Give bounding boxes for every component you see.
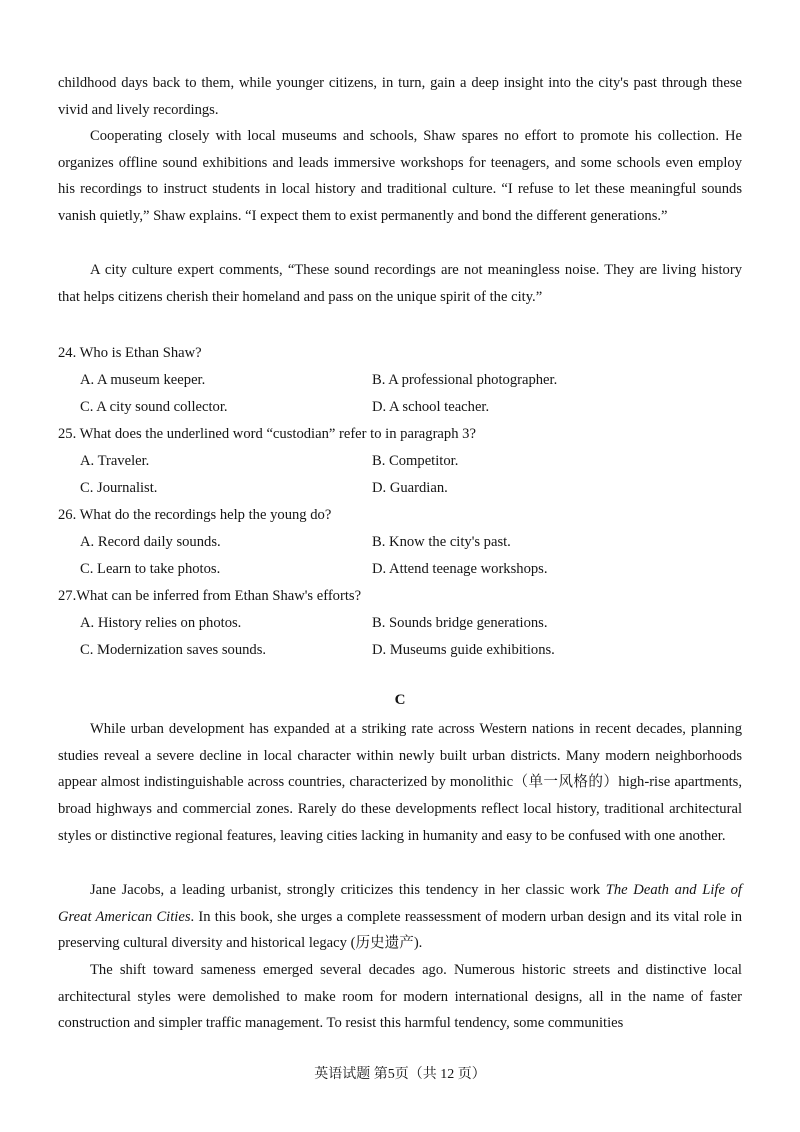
question-option: C. Modernization saves sounds. bbox=[80, 642, 267, 658]
question-option: B. Know the city's past. bbox=[372, 534, 511, 550]
passage-c-paragraph: While urban development has expanded at a striking rate across Western nations in recent decades, planning studies reveal a severe decline in local character within newly built urban districts. Many modern neighborhoods appear almost indistinguishable across countries, characterized by monolithic（单一风格的）high-rise apartments, broad highways and commercial zones. Rarely do these developments reflect local history, traditional architectural styles or distinctive regional features, leaving cities lacking in humanity and easy to be confused with one another. bbox=[58, 721, 742, 844]
passage-b-paragraph: childhood days back to them, while younger citizens, in turn, gain a deep insight into the city's past through these vivid and lively recordings. bbox=[58, 75, 742, 118]
question-stem: 25. What does the underlined word “custodian” refer to in paragraph 3? bbox=[58, 426, 476, 442]
question-option: D. Attend teenage workshops. bbox=[372, 561, 548, 577]
passage-b-paragraph: Cooperating closely with local museums and schools, Shaw spares no effort to promote his collection. He organizes offline sound exhibitions and leads immersive workshops for teenagers, and some schools even employ his recordings to instruct students in local history and traditional culture. “I refuse to let these meaningful sounds vanish quietly,” Shaw explains. “I expect them to exist permanently and bond the different generations.” bbox=[58, 128, 742, 225]
passage-c-paragraph bbox=[58, 877, 742, 957]
passage-b-paragraph: A city culture expert comments, “These sound recordings are not meaningless noise. They are living history that helps citizens cherish their homeland and pass on the unique spirit of the city.” bbox=[58, 262, 742, 305]
question-stem: 24. Who is Ethan Shaw? bbox=[58, 345, 202, 361]
question-option: D. A school teacher. bbox=[372, 399, 490, 415]
section-heading: C bbox=[394, 692, 406, 708]
passage-c-paragraph: The shift toward sameness emerged several decades ago. Numerous historic streets and distinctive local architectural styles were demolished to make room for modern international designs, all in the name of faster construction and simpler traffic management. To resist this harmful tendency, some communities bbox=[58, 962, 742, 1032]
question-stem: 27.What can be inferred from Ethan Shaw's efforts? bbox=[58, 588, 362, 604]
question-option: C. Journalist. bbox=[80, 480, 158, 496]
question-option: C. A city sound collector. bbox=[80, 399, 228, 415]
question-option: A. Record daily sounds. bbox=[80, 534, 221, 550]
page-footer: 英语试题 第5页（共 12 页） bbox=[314, 1067, 486, 1082]
question-option: A. History relies on photos. bbox=[80, 615, 242, 631]
paragraph-text: Jane Jacobs, a leading urbanist, strongly criticizes this tendency in her classic work bbox=[90, 882, 606, 898]
question-option: A. A museum keeper. bbox=[80, 372, 206, 388]
question-option: B. A professional photographer. bbox=[372, 372, 558, 388]
paragraph-text: . In this book, she urges a complete reassessment of modern urban design and its vital role in preserving cultural diversity and historical legacy (历史遗产). bbox=[58, 908, 742, 952]
question-option: B. Sounds bridge generations. bbox=[372, 615, 548, 631]
question-option: D. Museums guide exhibitions. bbox=[372, 642, 555, 658]
book-title: The Death and Life of Great American Cities bbox=[58, 882, 742, 925]
question-option: C. Learn to take photos. bbox=[80, 561, 221, 577]
question-option: D. Guardian. bbox=[372, 480, 448, 496]
question-option: A. Traveler. bbox=[80, 453, 150, 469]
question-stem: 26. What do the recordings help the young do? bbox=[58, 507, 332, 523]
question-option: B. Competitor. bbox=[372, 453, 459, 469]
